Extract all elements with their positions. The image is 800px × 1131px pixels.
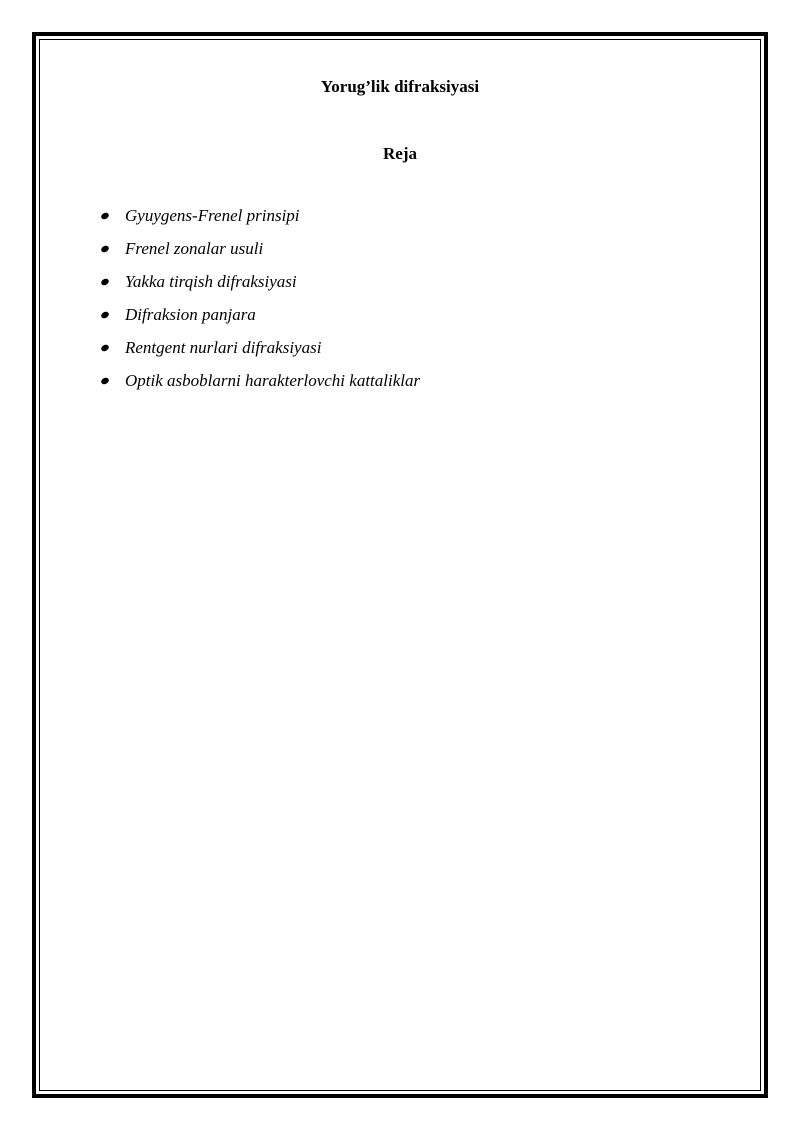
plan-item-label: Frenel zonalar usuli xyxy=(125,239,264,258)
document-title: Yorug’lik difraksiyasi xyxy=(320,77,480,96)
page-border xyxy=(32,32,768,1098)
plan-item-label: Optik asboblarni harakterlovchi kattaliklar xyxy=(125,371,421,390)
plan-item-label: Gyuygens-Frenel prinsipi xyxy=(125,206,300,225)
plan-item-label: Yakka tirqish difraksiyasi xyxy=(125,272,297,291)
page-border-inner-line xyxy=(39,39,761,1091)
plan-item-label: Difraksion panjara xyxy=(125,305,256,324)
document-subtitle: Reja xyxy=(383,144,417,163)
plan-item-label: Rentgent nurlari difraksiyasi xyxy=(125,338,322,357)
